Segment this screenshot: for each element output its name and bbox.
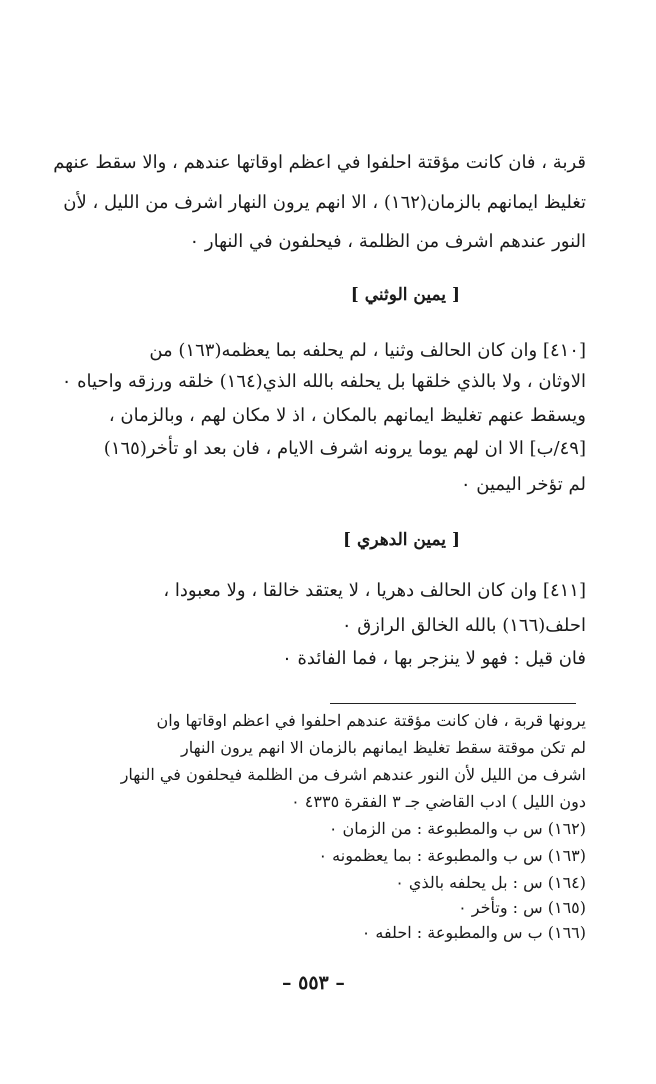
body-line-1: قربة ، فان كانت مؤقتة احلفوا في اعظم اوقاتها عندهم ، والا سقط عنهم [53,152,586,173]
footnote-continuation-line-2: لم تكن موقتة سقط تغليظ ايمانهم بالزمان الا انهم يرون النهار [180,738,586,757]
section1-line-5: لم تؤخر اليمين ٠ [460,474,586,495]
body-line-2: تغليظ ايمانهم بالزمان(١٦٢) ، الا انهم يرون النهار اشرف من الليل ، لأن [63,192,586,213]
footnote-162: (١٦٢) س ب والمطبوعة : من الزمان ٠ [328,819,586,838]
footnote-continuation-line-3: اشرف من الليل لأن النور عندهم اشرف من الظلمة فيحلفون في النهار [120,765,586,784]
footnote-165: (١٦٥) س : وتأخر ٠ [458,898,586,917]
body-line-3: النور عندهم اشرف من الظلمة ، فيحلفون في النهار ٠ [189,231,586,252]
section1-line-1: [٤١٠] وان كان الحالف وثنيا ، لم يحلفه بما يعظمه(١٦٣) من [149,340,586,361]
footnote-163: (١٦٣) س ب والمطبوعة : بما يعظمونه ٠ [318,846,586,865]
section-heading-atheist-oath: [ يمين الدهري ] [343,530,460,550]
section1-line-2: الاوثان ، ولا بالذي خلقها بل يحلفه بالله الذي(١٦٤) خلقه ورزقه واحياه ٠ [61,371,586,392]
footnote-166: (١٦٦) ب س والمطبوعة : احلفه ٠ [361,923,586,942]
document-page [53,0,586,1084]
footnote-164: (١٦٤) س : بل يحلفه بالذي ٠ [395,873,586,892]
footnote-continuation-line-1: يرونها قربة ، فان كانت مؤقتة عندهم احلفوا في اعظم اوقاتها وان [156,711,586,730]
section-heading-pagan-oath: [ يمين الوثني ] [350,285,460,305]
section1-line-4: [٤٩/ب] الا ان لهم يوما يرونه اشرف الايام ، فان بعد او تأخر(١٦٥) [103,438,586,459]
section2-line-1: [٤١١] وان كان الحالف دهريا ، لا يعتقد خالقا ، ولا معبودا ، [163,580,586,601]
section2-line-2: احلف(١٦٦) بالله الخالق الرازق ٠ [341,615,586,636]
footnote-continuation-line-4: دون الليل ) ادب القاضي جـ ٣ الفقرة ٤٣٣٥ ٠ [291,792,586,811]
page-number: – ٥٥٣ – [282,972,345,994]
section2-line-3: فان قيل : فهو لا ينزجر بها ، فما الفائدة ٠ [282,648,586,669]
footnote-separator [330,703,576,704]
section1-line-3: ويسقط عنهم تغليظ ايمانهم بالمكان ، اذ لا مكان لهم ، وبالزمان ، [108,405,586,426]
